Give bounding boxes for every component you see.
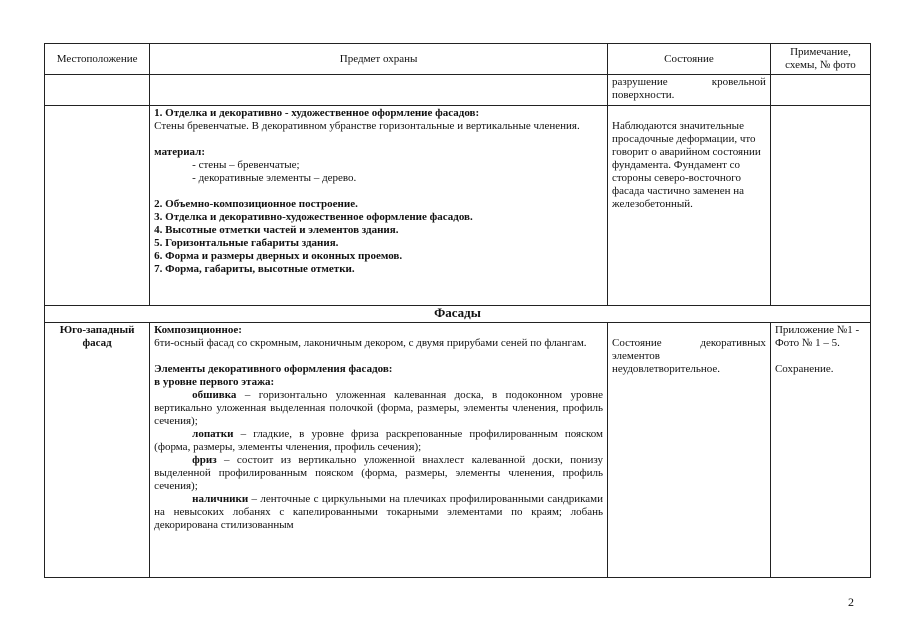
term-text: – состоит из вертикально уложенной внахлест калеванной доски, понизу выделенной профилированным пояском (форма, размеры, элементы членения, профиль сечения); [154,454,604,492]
empty-cell [45,106,150,306]
subject-cell [150,106,608,306]
state-line: поверхности. [612,89,675,101]
walls-text: Стены бревенчатые. В декоративном убранстве горизонтальные и вертикальные членения. [154,120,580,132]
state-cell [608,75,771,106]
table-row [45,323,871,578]
table-row [45,106,871,306]
list-item: 7. Форма, габариты, высотные отметки. [154,263,355,275]
protection-table [44,43,871,578]
page-number: 2 [848,595,854,609]
comp-label: Композиционное: [154,324,242,336]
term-text: – гладкие, в уровне фриза раскрепованные профилированным пояском (форма, размеры, элементы членения, профиль сечения); [154,428,604,453]
list-item: 6. Форма и размеры дверных и оконных проемов. [154,250,403,262]
note-text: Приложение №1 - Фото № 1 – 5. [774,324,860,349]
level-label: в уровне первого этажа: [154,376,275,388]
state-line: разрушение кровельной [612,76,766,88]
paragraph [154,389,603,428]
empty-cell [150,75,608,106]
state-text: Наблюдаются значительные просадочные деформации, что говорит о аварийном состоянии фундамента. Фундамент со стороны северо-восточного фасада частично заменен на железобетонный. [612,120,761,210]
elements-label: Элементы декоративного оформления фасадов: [154,363,393,375]
term: фриз [192,454,217,466]
state-text: Состояние декоративных элементов неудовлетворительное. [612,337,766,375]
paragraph [154,428,603,454]
header-state: Состояние [608,44,771,75]
paragraph [154,493,603,532]
material-item: - стены – бревенчатые; [192,159,300,171]
section-heading: 1. Отделка и декоративно - художественное оформление фасадов: [154,107,480,119]
paragraph [154,454,603,493]
list-item: 2. Объемно-композиционное построение. [154,198,358,210]
note-cell [770,323,870,578]
empty-cell [45,75,150,106]
term: наличники [192,493,249,505]
state-cell [608,323,771,578]
section-row [45,306,871,323]
material-label: материал: [154,146,205,158]
table-row [45,75,871,106]
list-item: 5. Горизонтальные габариты здания. [154,237,339,249]
header-note: Примечание, схемы, № фото [770,44,870,75]
term: лопатки [192,428,234,440]
empty-cell [770,75,870,106]
subject-cell [150,323,608,578]
state-cell [608,106,771,306]
header-location: Местоположение [45,44,150,75]
location-text: Юго-западный фасад [59,324,135,349]
location-cell [45,323,150,578]
table-header-row [45,44,871,75]
note-text: Сохранение. [774,363,834,375]
comp-text: 6ти-осный фасад со скромным, лаконичным декором, с двумя прирубами сеней по флангам. [154,337,587,349]
header-subject: Предмет охраны [150,44,608,75]
list-item: 3. Отделка и декоративно-художественное оформление фасадов. [154,211,473,223]
term-text: – ленточные с циркульными на плечиках профилированными сандриками на невысоких лобанях с капелированными токарными элементами по краям; лобань декорирована стилизованным [154,493,604,531]
empty-cell [770,106,870,306]
term: обшивка [192,389,237,401]
list-item: 4. Высотные отметки частей и элементов здания. [154,224,399,236]
section-title: Фасады [45,306,871,323]
material-item: - декоративные элементы – дерево. [192,172,357,184]
term-text: – горизонтально уложенная калеванная доска, в подоконном уровне вертикально уложенная выделенная полочкой (форма, размеры, элементы членения, профиль сечения); [154,389,604,427]
